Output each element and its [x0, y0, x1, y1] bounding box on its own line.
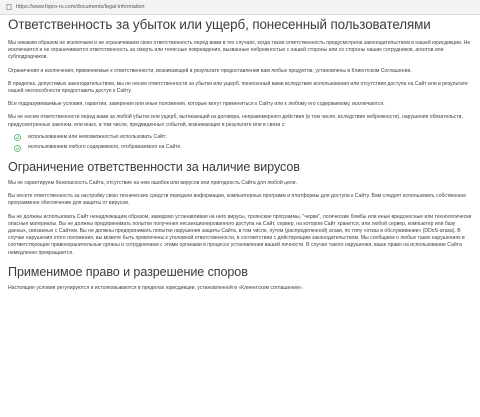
check-circle-icon [14, 145, 21, 152]
law-heading: Применимое право и разрешение споров [8, 264, 248, 279]
liability-paragraph-5: Мы не несем ответственности перед вами за любой убыток или ущерб, вытекающий из договора, неправомерного действия (в том числе, вследствие небрежности), нарушения обязательств, предусмотренных законом, или иных, в том числе, предвиденных событий, возникающих в результате или в связи с: [8, 114, 463, 128]
list-item-text: использованием или невозможностью использовать Сайт; [28, 133, 167, 140]
liability-paragraph-2: Ограничения и исключения, применяемые к ответственности, возникающей в результате предоставления вам любых продуктов, установлены в Клиентском Соглашении. [8, 67, 412, 74]
list-item [8, 134, 472, 142]
legal-content [0, 15, 480, 292]
url-text[interactable]: https://www.fxpro-ru.com/documents/legal-information [16, 4, 145, 10]
liability-paragraph-3: В пределах, допустимых законодательством, мы не несем ответственности за убытки или ущерб, понесенный вами вследствие использования или отсутствия доступа на Сайт или в результате нашей неспособности предоставить доступ к Сайту. [8, 80, 468, 95]
check-circle-icon [14, 134, 21, 141]
address-bar[interactable] [0, 0, 480, 15]
viruses-paragraph-2: Вы несете ответственность за настройку свою технических средств передачи информации, компьютерных программ и платформы для доступа к Сайту. Вам следует использовать собственное программное обеспечение для защиты от вирусов. [8, 193, 467, 207]
viruses-heading: Ограничение ответственности за наличие вирусов [8, 160, 300, 175]
list-item-text: использованием любого содержимого, отображаемого на Сайте. [28, 144, 182, 151]
viruses-paragraph-3: Вы не должны использовать Сайт ненадлежащим образом, заведомо устанавливая на него вирусы, троянские программы, "черви", логические бомбы или иные вредоносные или технологически опасные материалы. Вы не должны предпринимать попытки получения несанкционированного доступа на Сайт, сервер, на котором Сайт хранится, или любой сервер, компьютер или базу данных, связанных с Сайтом. Вы не должны предпринимать попытки нарушения защиты Сайта, в том числе, путем (распределенной) атаки, по типу «отказ в обслуживании» (DDoS-атака). В случае нарушения этого положения, вы можете быть привлечены к уголовной ответственности, в соответствии с действующим законодательством. Мы сообщаем о любых таких нарушениях в соответствующие правоохранительные органы и сотрудничаем с этими органами в процессе установления вашей личности. В случае такого нарушения, ваше право на использование Сайта немедленно прекращается. [8, 213, 472, 256]
liability-paragraph-4: Все подразумеваемые условия, гарантии, заверения или иные положения, которые могут применяться к Сайту или к любому его содержимому, исключаются. [8, 101, 385, 108]
page-icon [6, 4, 12, 10]
viruses-paragraph-1: Мы не гарантируем безопасность Сайта, отсутствие на нем ошибок или вирусов или пригодность Сайта для любой цели. [8, 180, 297, 187]
liability-list [8, 134, 472, 152]
law-paragraph-1: Настоящие условия регулируются и истолковываются в пределах юрисдикции, установленной в «Клиентском соглашении». [8, 284, 304, 291]
liability-heading: Ответственность за убыток или ущерб, понесенный пользователями [8, 17, 431, 32]
liability-paragraph-1: Мы никаким образом не исключаем и не ограничиваем свою ответственность перед вами в тех случаях, когда такая ответственность предусмотрена законодательством в нашей юрисдикции. Не исключается и не ограничивается ответственность за смерть или телесные повреждения, вызванные небрежностью с нашей стороны или со стороны наших сотрудников, агентов или субподрядчиков. [8, 40, 471, 61]
list-item [8, 144, 472, 152]
